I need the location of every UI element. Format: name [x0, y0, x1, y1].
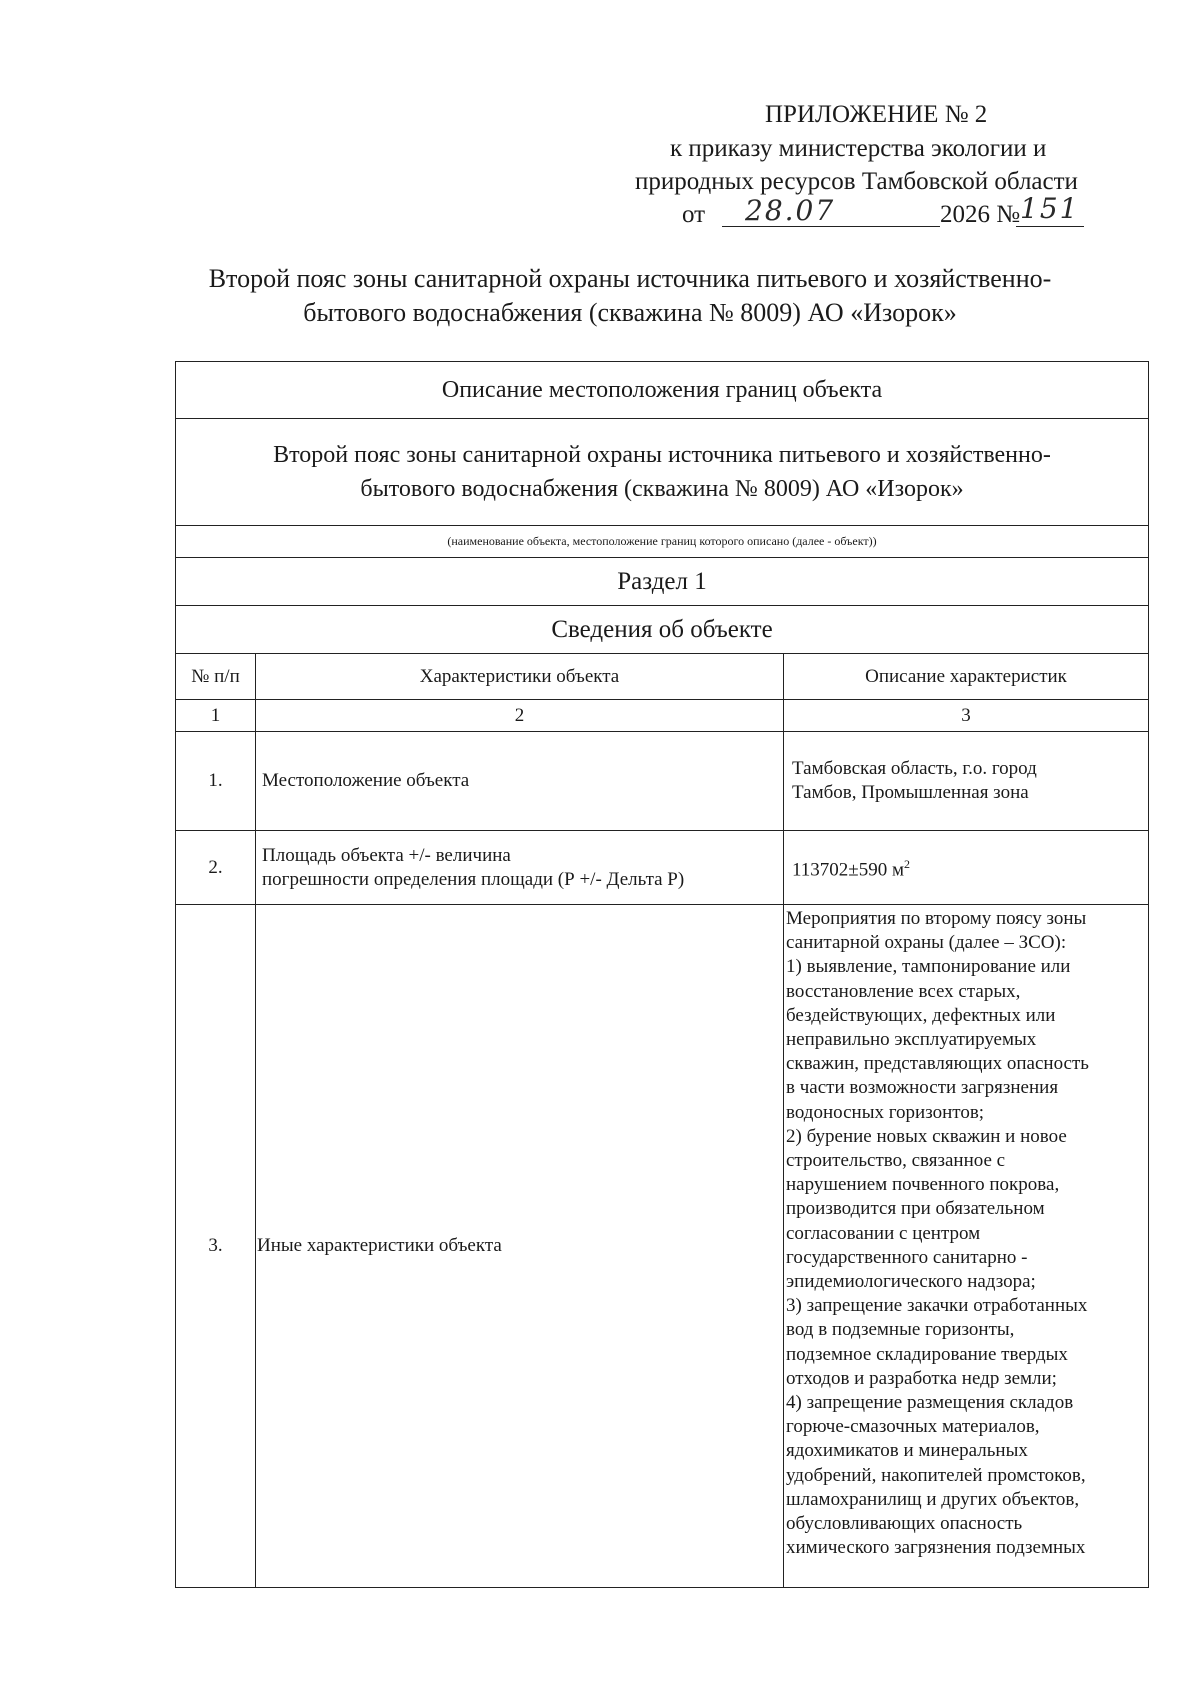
row-description-line: 4) запрещение размещения складов — [786, 1392, 1074, 1414]
row-description-line: химического загрязнения подземных — [786, 1537, 1086, 1559]
appendix-date-line — [682, 198, 705, 231]
number-underline — [1016, 226, 1084, 227]
appendix-order-line: к приказу министерства экологии и — [670, 135, 1047, 162]
appendix-ministry-line: природных ресурсов Тамбовской области — [635, 168, 1078, 195]
object-name-note: (наименование объекта, местоположение границ которого описано (далее - объект)) — [176, 526, 1149, 558]
handwritten-date: 28.07 — [745, 194, 836, 227]
object-name-line1: Второй пояс зоны санитарной охраны источника питьевого и хозяйственно- — [273, 442, 1051, 468]
handwritten-number: 151 — [1020, 192, 1080, 225]
row-description — [784, 831, 1149, 905]
area-value: 113702±590 м — [792, 859, 904, 881]
row-description-line: в части возможности загрязнения — [786, 1077, 1059, 1099]
row-description-line: подземное складирование твердых — [786, 1343, 1068, 1365]
row-description-line: восстановление всех старых, — [786, 980, 1021, 1002]
row-characteristic-line: Площадь объекта +/- величина — [262, 844, 511, 866]
row-number: 1. — [176, 732, 256, 831]
row-description-line: Тамбов, Промышленная зона — [792, 782, 1029, 803]
row-description-line: Мероприятия по второму поясу зоны — [786, 908, 1087, 929]
row-description-line: неправильно эксплуатируемых — [786, 1029, 1037, 1051]
row-description-line: горюче-смазочных материалов, — [786, 1416, 1040, 1438]
row-description-line: ядохимикатов и минеральных — [786, 1440, 1028, 1462]
row-description-line: вод в подземные горизонты, — [786, 1319, 1015, 1341]
row-description-line: обусловливающих опасность — [786, 1513, 1023, 1535]
row-description-line: согласовании с центром — [786, 1222, 981, 1244]
row-description-line: бездействующих, дефектных или — [786, 1004, 1056, 1026]
year-label: 2026 № — [940, 201, 1021, 228]
document-title — [150, 262, 1110, 330]
row-characteristic: Местоположение объекта — [256, 732, 784, 831]
row-description-line: 2) бурение новых скважин и новое — [786, 1125, 1067, 1147]
row-characteristic: Иные характеристики объекта — [256, 905, 784, 1588]
column-header-description: Описание характеристик — [784, 654, 1149, 700]
row-description-line: отходов и разработка недр земли; — [786, 1367, 1057, 1389]
table-row — [176, 831, 1149, 905]
column-number-1: 1 — [176, 700, 256, 732]
row-description-line: санитарной охраны (далее – ЗСО): — [786, 932, 1067, 954]
row-description-line: скважин, представляющих опасность — [786, 1053, 1089, 1075]
row-number: 3. — [176, 905, 256, 1588]
table-row — [176, 905, 1149, 1588]
row-characteristic — [256, 831, 784, 905]
row-description — [784, 732, 1149, 831]
object-name-line2: бытового водоснабжения (скважина № 8009) АО «Изорок» — [360, 476, 964, 502]
section-title: Раздел 1 — [176, 558, 1149, 606]
table-header: Описание местоположения границ объекта — [176, 362, 1149, 419]
table-row — [176, 732, 1149, 831]
row-description-line: строительство, связанное с — [786, 1150, 1006, 1172]
object-boundaries-table — [175, 361, 1149, 1588]
column-number-2: 2 — [256, 700, 784, 732]
column-number-3: 3 — [784, 700, 1149, 732]
row-description-line: водоносных горизонтов; — [786, 1101, 985, 1123]
row-description — [784, 905, 1149, 1588]
appendix-title: ПРИЛОЖЕНИЕ № 2 — [765, 101, 988, 128]
document-title-line2: бытового водоснабжения (скважина № 8009) АО «Изорок» — [303, 298, 957, 327]
row-description-line: государственного санитарно - — [786, 1246, 1028, 1268]
from-label: от — [682, 201, 706, 228]
area-unit-superscript: 2 — [904, 857, 910, 872]
row-description-line: эпидемиологического надзора; — [786, 1271, 1036, 1293]
row-description-line: Тамбовская область, г.о. город — [792, 758, 1037, 779]
row-characteristic-line: погрешности определения площади (Р +/- Дельта Р) — [262, 868, 685, 890]
row-description-line: удобрений, накопителей промстоков, — [786, 1464, 1086, 1486]
column-header-number: № п/п — [176, 654, 256, 700]
object-name-cell — [176, 419, 1149, 526]
document-title-line1: Второй пояс зоны санитарной охраны источника питьевого и хозяйственно- — [208, 264, 1052, 293]
row-description-line: 1) выявление, тампонирование или — [786, 956, 1071, 978]
column-header-characteristic: Характеристики объекта — [256, 654, 784, 700]
row-description-line: нарушением почвенного покрова, — [786, 1174, 1060, 1196]
row-number: 2. — [176, 831, 256, 905]
row-description-line: шламохранилищ и других объектов, — [786, 1488, 1080, 1510]
row-description-line: производится при обязательном — [786, 1198, 1045, 1220]
row-description-line: 3) запрещение закачки отработанных — [786, 1295, 1088, 1317]
section-subtitle: Сведения об объекте — [176, 606, 1149, 654]
